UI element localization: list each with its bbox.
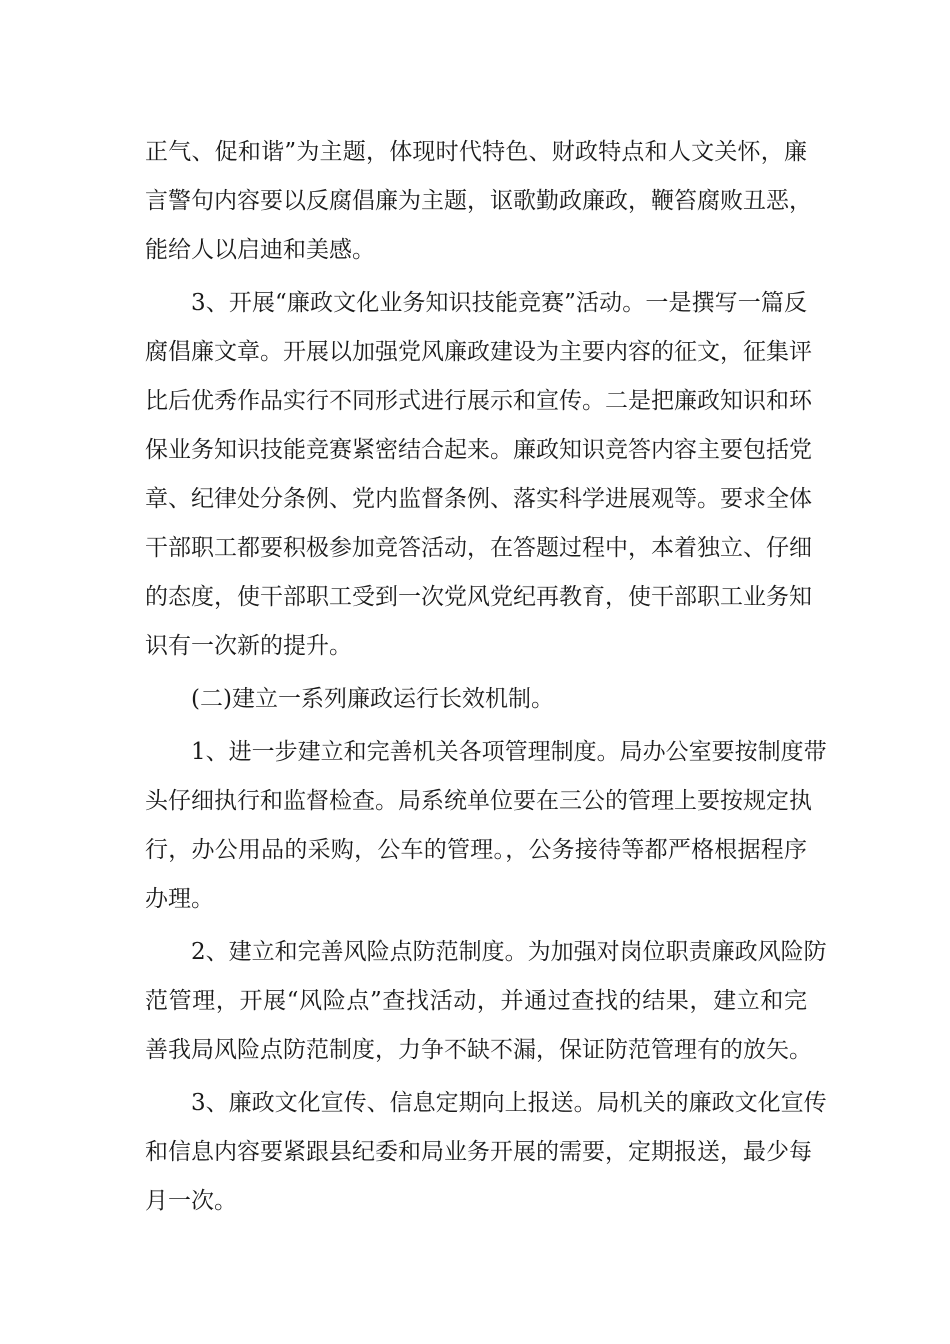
- text-line: 月一次。: [145, 1188, 237, 1214]
- paragraph: [145, 928, 827, 1075]
- text-line: 办理。: [145, 886, 214, 912]
- text-line: 和信息内容要紧跟县纪委和局业务开展的需要，定期报送，最少每: [145, 1139, 812, 1165]
- text-line: 1、进一步建立和完善机关各项管理制度。局办公室要按制度带: [191, 739, 827, 765]
- paragraph: [145, 128, 812, 275]
- text-line: 行，办公用品的采购，公车的管理。，公务接待等都严格根据程序: [145, 837, 807, 863]
- paragraph: [145, 728, 827, 924]
- text-line: 比后优秀作品实行不同形式进行展示和宣传。二是把廉政知识和环: [145, 388, 812, 414]
- text-line: 范管理，开展“风险点”查找活动，并通过查找的结果，建立和完: [145, 988, 807, 1014]
- text-line: 3、开展“廉政文化业务知识技能竞赛”活动。一是撰写一篇反: [191, 290, 807, 316]
- text-line: 腐倡廉文章。开展以加强党风廉政建设为主要内容的征文，征集评: [145, 339, 812, 365]
- text-line: 干部职工都要积极参加竞答活动，在答题过程中，本着独立、仔细: [145, 535, 812, 561]
- text-line: 章、纪律处分条例、党内监督条例、落实科学进展观等。要求全体: [145, 486, 812, 512]
- text-line: (二)建立一系列廉政运行长效机制。: [191, 686, 554, 712]
- text-line: 的态度，使干部职工受到一次党风党纪再教育，使干部职工业务知: [145, 584, 812, 610]
- text-line: 头仔细执行和监督检查。局系统单位要在三公的管理上要按规定执: [145, 788, 812, 814]
- text-line: 正气、促和谐”为主题，体现时代特色、财政特点和人文关怀，廉: [145, 139, 807, 165]
- paragraph: [145, 675, 807, 724]
- text-line: 3、廉政文化宣传、信息定期向上报送。局机关的廉政文化宣传: [191, 1090, 827, 1116]
- text-line: 2、建立和完善风险点防范制度。为加强对岗位职责廉政风险防: [191, 939, 827, 965]
- text-line: 善我局风险点防范制度，力争不缺不漏，保证防范管理有的放矢。: [145, 1037, 812, 1063]
- paragraph: [145, 279, 812, 671]
- text-line: 保业务知识技能竞赛紧密结合起来。廉政知识竞答内容主要包括党: [145, 437, 812, 463]
- text-line: 能给人以启迪和美感。: [145, 237, 375, 263]
- text-line: 识有一次新的提升。: [145, 633, 352, 659]
- text-line: 言警句内容要以反腐倡廉为主题，讴歌勤政廉政，鞭笞腐败丑恶，: [145, 188, 812, 214]
- document-body: [145, 128, 827, 1226]
- paragraph: [145, 1079, 827, 1226]
